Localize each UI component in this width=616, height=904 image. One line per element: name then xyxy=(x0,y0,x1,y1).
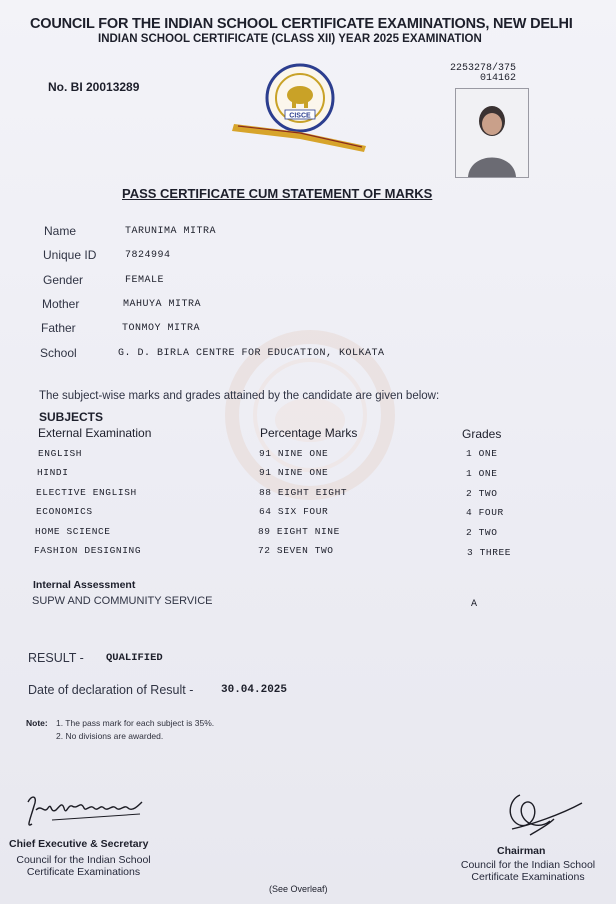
see-overleaf: (See Overleaf) xyxy=(269,884,328,894)
subject-name: FASHION DESIGNING xyxy=(34,545,142,556)
external-heading: External Examination xyxy=(38,426,152,440)
result-label: RESULT - xyxy=(28,651,84,665)
secretary-org xyxy=(6,854,161,878)
declaration-date: 30.04.2025 xyxy=(221,684,288,696)
exam-heading: INDIAN SCHOOL CERTIFICATE (CLASS XII) YEAR 2025 EXAMINATION xyxy=(98,33,482,45)
gender-value: FEMALE xyxy=(125,275,165,286)
subject-grade: 4 FOUR xyxy=(466,507,504,518)
cisce-logo xyxy=(230,62,370,154)
subject-marks: 91 NINE ONE xyxy=(259,448,329,459)
subject-marks: 64 SIX FOUR xyxy=(259,506,329,517)
internal-assessment-subject: SUPW AND COMMUNITY SERVICE xyxy=(32,595,213,607)
secretary-signature xyxy=(22,790,147,832)
serial-line-1: 2253278/375 xyxy=(450,63,517,74)
school-value: G. D. BIRLA CENTRE FOR EDUCATION, KOLKATA xyxy=(118,348,385,359)
subject-grade: 1 ONE xyxy=(466,448,498,459)
subject-grade: 1 ONE xyxy=(466,468,498,479)
school-label: School xyxy=(40,346,77,360)
subject-name: ECONOMICS xyxy=(36,506,93,517)
mother-label: Mother xyxy=(42,297,80,311)
photo-portrait xyxy=(456,89,528,177)
subject-grade: 2 TWO xyxy=(466,527,498,538)
unique-id-value: 7824994 xyxy=(125,250,171,261)
subject-marks: 72 SEVEN TWO xyxy=(258,545,334,556)
marks-intro: The subject-wise marks and grades attained by the candidate are given below: xyxy=(39,390,440,402)
note-item-1: 1. The pass mark for each subject is 35%. xyxy=(56,718,215,728)
subjects-heading: SUBJECTS xyxy=(39,410,104,424)
chairman-org-line-1: Council for the Indian School xyxy=(460,859,596,871)
internal-assessment-heading: Internal Assessment xyxy=(33,579,136,591)
subject-marks: 89 EIGHT NINE xyxy=(258,526,340,537)
secretary-org-line-1: Council for the Indian School xyxy=(16,854,151,866)
father-value: TONMOY MITRA xyxy=(122,323,201,334)
chairman-signature xyxy=(490,785,585,843)
serial-numbers xyxy=(450,64,516,84)
chairman-org-line-2: Certificate Examinations xyxy=(471,871,585,883)
subject-name: HOME SCIENCE xyxy=(35,526,111,537)
grades-heading: Grades xyxy=(462,427,502,441)
father-label: Father xyxy=(41,321,76,335)
council-heading: COUNCIL FOR THE INDIAN SCHOOL CERTIFICATE EXAMINATIONS, NEW DELHI xyxy=(30,16,573,32)
result-value: QUALIFIED xyxy=(106,652,163,664)
declaration-label: Date of declaration of Result - xyxy=(28,683,194,697)
subject-marks: 88 EIGHT EIGHT xyxy=(259,487,348,498)
subject-name: ELECTIVE ENGLISH xyxy=(36,487,137,498)
secretary-title: Chief Executive & Secretary xyxy=(9,838,149,850)
mother-value: MAHUYA MITRA xyxy=(123,299,202,310)
note-item-2: 2. No divisions are awarded. xyxy=(56,731,164,741)
student-photo xyxy=(455,88,529,178)
subject-grade: 2 TWO xyxy=(466,488,498,499)
subject-marks: 91 NINE ONE xyxy=(259,467,329,478)
note-label: Note: xyxy=(26,718,48,728)
serial-line-2: 014162 xyxy=(480,73,517,84)
logo-text: CISCE xyxy=(289,112,311,120)
subject-name: HINDI xyxy=(37,467,69,478)
chairman-title: Chairman xyxy=(497,845,546,857)
unique-id-label: Unique ID xyxy=(43,248,97,262)
certificate-title: PASS CERTIFICATE CUM STATEMENT OF MARKS xyxy=(122,186,433,201)
percentage-heading: Percentage Marks xyxy=(260,426,358,440)
certificate-number: No. BI 20013289 xyxy=(48,80,140,94)
name-label: Name xyxy=(44,224,77,238)
internal-assessment-grade: A xyxy=(471,599,478,610)
name-value: TARUNIMA MITRA xyxy=(125,226,217,237)
gender-label: Gender xyxy=(43,273,84,287)
chairman-org xyxy=(448,859,608,883)
subject-name: ENGLISH xyxy=(38,448,83,459)
secretary-org-line-2: Certificate Examinations xyxy=(26,866,141,878)
subject-grade: 3 THREE xyxy=(467,547,512,558)
